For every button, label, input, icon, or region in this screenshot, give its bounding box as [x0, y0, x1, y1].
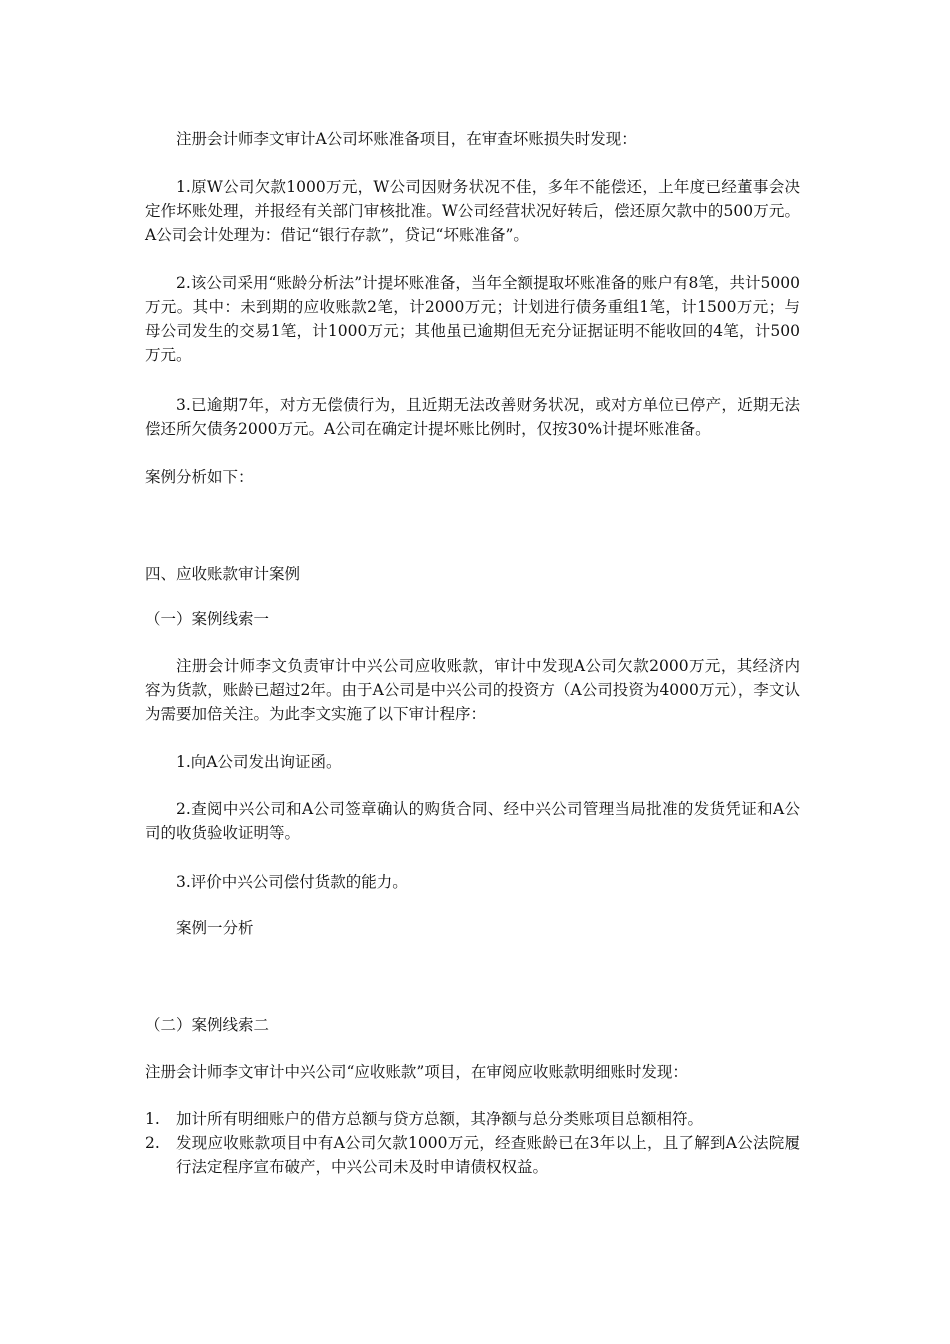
- bad-debt-analysis-label: 案例分析如下：: [145, 468, 254, 486]
- list-item-text: 加计所有明细账户的借方总额与贷方总额，其净额与总分类账项目总额相符。: [176, 1110, 704, 1128]
- case1-intro: 注册会计师李文负责审计中兴公司应收账款，审计中发现A公司欠款2000万元，其经济内容为货款，账龄已超过2年。由于A公司是中兴公司的投资方（A公司投资为4000万元），李文认为需要加倍关注。为此李文实施了以下审计程序：: [145, 657, 800, 723]
- bad-debt-item-2: 2.该公司采用“账龄分析法”计提坏账准备，当年全额提取坏账准备的账户有8笔，共计5000万元。其中：未到期的应收账款2笔，计2000万元；计划进行债务重组1笔，计1500万元；与母公司发生的交易1笔，计1000万元；其他虽已逾期但无充分证据证明不能收回的4笔，计500万元。: [145, 274, 800, 364]
- case1-heading: （一）案例线索一: [145, 610, 270, 628]
- bad-debt-intro: 注册会计师李文审计A公司坏账准备项目，在审查坏账损失时发现：: [176, 130, 637, 148]
- list-item-number: 2.: [145, 1134, 160, 1152]
- case1-step-1: 1.向A公司发出询证函。: [176, 753, 342, 771]
- list-item: [145, 1107, 800, 1131]
- case1-step-3: 3.评价中兴公司偿付货款的能力。: [176, 873, 408, 891]
- case1-analysis-label: 案例一分析: [176, 919, 254, 937]
- case2-findings-list: [145, 1107, 800, 1179]
- case1-step-2: 2.查阅中兴公司和A公司签章确认的购货合同、经中兴公司管理当局批准的发货凭证和A公司的收货验收证明等。: [145, 800, 800, 842]
- bad-debt-item-3: 3.已逾期7年，对方无偿债行为，且近期无法改善财务状况，或对方单位已停产，近期无法偿还所欠债务2000万元。A公司在确定计提坏账比例时，仅按30%计提坏账准备。: [145, 396, 800, 438]
- list-item: [145, 1131, 800, 1179]
- case2-intro: 注册会计师李文审计中兴公司“应收账款”项目，在审阅应收账款明细账时发现：: [145, 1063, 688, 1081]
- list-item-text: 发现应收账款项目中有A公司欠款1000万元，经查账龄已在3年以上，且了解到A公法院履行法定程序宣布破产，中兴公司未及时申请债权权益。: [176, 1134, 800, 1176]
- bad-debt-item-1: 1.原W公司欠款1000万元，W公司因财务状况不佳，多年不能偿还，上年度已经董事会决定作坏账处理，并报经有关部门审核批准。W公司经营状况好转后，偿还原欠款中的500万元。A公司会计处理为：借记“银行存款”，贷记“坏账准备”。: [145, 178, 800, 244]
- case2-heading: （二）案例线索二: [145, 1016, 270, 1034]
- list-item-number: 1.: [145, 1110, 160, 1128]
- section-heading-receivables: 四、应收账款审计案例: [145, 565, 301, 583]
